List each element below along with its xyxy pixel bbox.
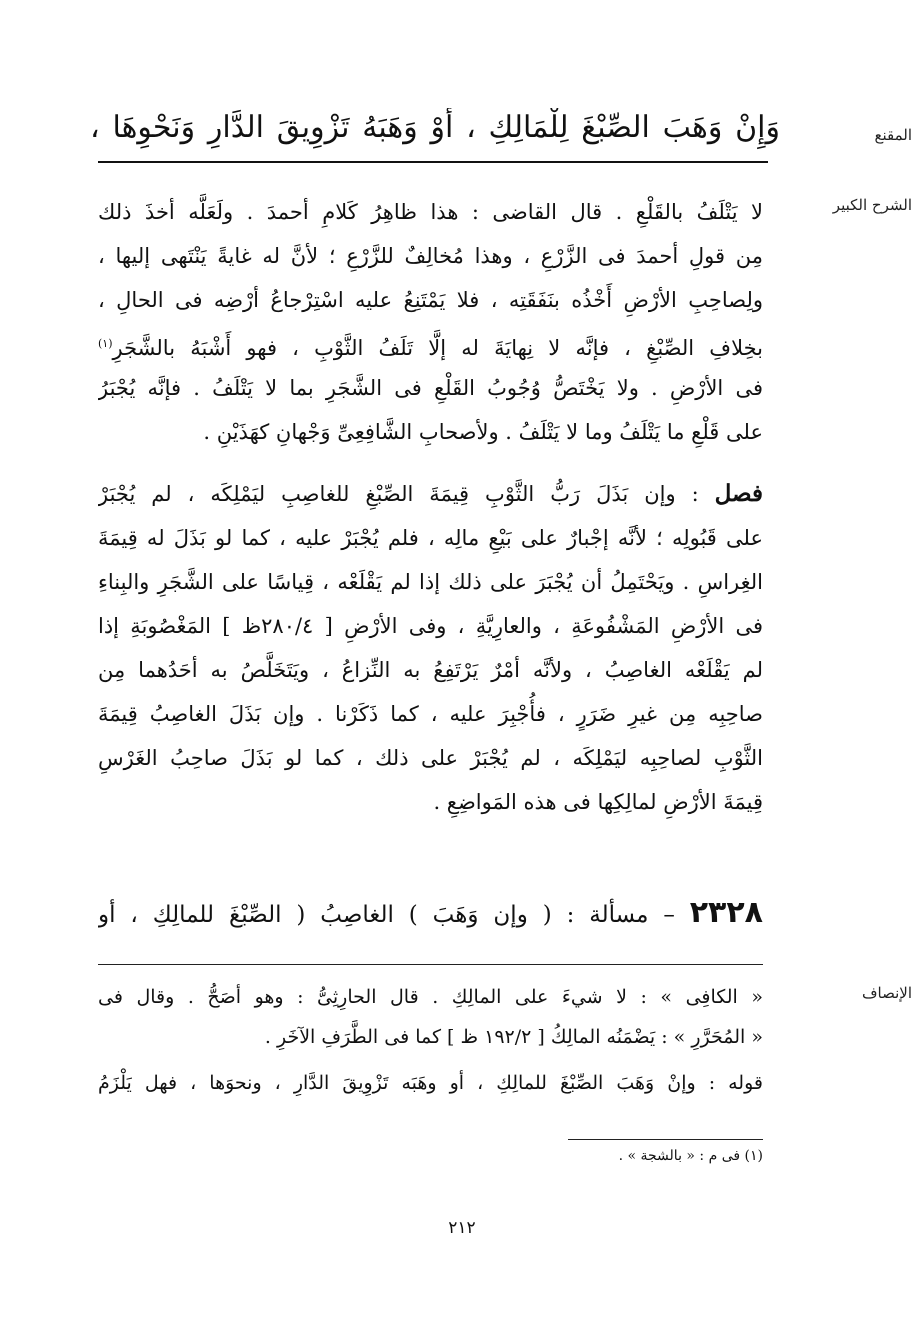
sharh-line: فى الأرْضِ . ولا يَخْتَصُّ وُجُوبُ القَلْعِ فى الشَّجَرِ بما لا يَتْلَفُ . فإنَّه يُجْبَرُ (98, 376, 763, 400)
header-rule (98, 161, 768, 163)
insaf-separator-rule (98, 964, 763, 965)
label-insaf: الإنصاف (861, 984, 912, 1002)
masala-line (98, 888, 763, 938)
sharh-line: على قَبُولِه ؛ لأنَّه إجْبارٌ على بَيْعِ مالِه ، فلم يُجْبَرْ عليه ، كما لو بَذَلَ له قِيمَةَ (98, 526, 763, 550)
sharh-line: الغِراسِ . ويَحْتَمِلُ أن يُجْبَرَ على ذلك إذا لم يَقْلَعْه ، قِياسًا على الشَّجَرِ والبِناءِ (98, 570, 763, 594)
sharh-line: ولِصاحِبِ الأرْضِ أَخْذُه بنَفَقَتِه ، فلا يَمْتَنِعُ عليه اسْتِرْجاعُ أرْضِه فى الحالِ ، (98, 288, 763, 312)
label-muqni: المقنع (874, 126, 912, 144)
sharh-line: مِن قولِ أحمدَ فى الزَّرْعِ ، وهذا مُخالِفٌ للزَّرْعِ ؛ لأنَّ له غايةً يَنْتَهى إليها ، (98, 244, 763, 268)
footnote-marker: (١) (98, 337, 113, 350)
sharh-line: لا يَتْلَفُ بالقَلْعِ . قال القاضى : هذا ظاهِرُ كَلامِ أحمدَ . ولَعَلَّه أخذَ ذلك (98, 200, 763, 224)
insaf-text-block (98, 977, 763, 1103)
sharh-line: لم يَقْلَعْه الغاصِبُ ، ولأنَّه أمْرٌ يَرْتَفِعُ به النِّزاعُ ، ويَتَخَلَّصُ به أحَدُهما مِن (98, 658, 763, 682)
sharh-line: الثَّوْبِ لصاحِبِه ليَمْلِكَه ، لم يُجْبَرْ على ذلك ، كما لو بَذَلَ صاحِبُ الغَرْسِ (98, 746, 763, 770)
masala-text: – مسألة : ( وإن وَهَبَ ) الغاصِبُ ( الصِّبْغَ للمالِكِ ، أو (98, 902, 690, 928)
insaf-line: « المُحَرَّرِ » : يَضْمَنُه المالِكُ [ ١٩٢/٢ ظ ] كما فى الطَّرَفِ الآخَرِ . (264, 1026, 763, 1048)
sharh-line-with-footnote (98, 322, 763, 366)
page-number: ٢١٢ (448, 1218, 476, 1238)
sharh-line: قِيمَةَ الأرْضِ لمالِكِها فى هذه المَواضِعِ . (433, 790, 763, 814)
muqni-line: وَإِنْ وَهَبَ الصِّبْغَ لِلْمَالِكِ ، أَوْ وَهَبَهُ تَزْوِيقَ الدَّارِ وَنَحْوِهَا ، (90, 110, 780, 145)
insaf-line: « الكافِى » : لا شيءَ على المالِكِ . قال الحارِثِىُّ : وهو أصَحُّ . وقال فى (98, 986, 763, 1008)
fasl-line-text: : وإن بَذَلَ رَبُّ الثَّوْبِ قِيمَةَ الصِّبْغِ للغاصِبِ ليَمْلِكَه ، لم يُجْبَرْ (98, 482, 715, 506)
sharh-line: فى الأرْضِ المَشْفُوعَةِ ، والعارِيَّةِ ، وفى الأرْضِ [ ٢٨٠/٤ظ ] المَغْصُوبَةِ إذا (98, 614, 763, 638)
footnote: (١) فى م : « بالشجة » . (618, 1148, 763, 1164)
sharh-line: صاحِبِه مِن غيرِ ضَرَرٍ ، فأُجْبِرَ عليه ، كما ذَكَرْنا . وإن بَذَلَ الغاصِبُ قِيمَةَ (98, 702, 763, 726)
sharh-line-text: بخِلافِ الصِّبْغِ ، فإنَّه لا نِهايَةَ له إلَّا تَلَفُ الثَّوْبِ ، فهو أَشْبَهُ بالشَّجَرِ (112, 336, 763, 360)
masala-block (98, 888, 763, 938)
masala-number: ٢٣٢٨ (689, 895, 763, 930)
insaf-line: قوله : وإنْ وَهَبَ الصِّبْغَ للمالِكِ ، أو وهَبَه تَزْوِيقَ الدَّارِ ، ونحوَها ، فهل يَلْزَمُ (98, 1072, 763, 1094)
footnote-rule (568, 1139, 763, 1140)
sharh-line: على قَلْعِ ما يَتْلَفُ وما لا يَتْلَفُ . ولأصحابِ الشَّافِعِىِّ وَجْهانِ كهَذَيْنِ . (203, 420, 763, 444)
muqni-text-block (90, 108, 780, 152)
sharh-text-block (98, 190, 763, 824)
fasl-heading: فصل (714, 480, 763, 507)
label-sharh: الشرح الكبير (832, 196, 912, 214)
fasl-line (98, 472, 763, 516)
